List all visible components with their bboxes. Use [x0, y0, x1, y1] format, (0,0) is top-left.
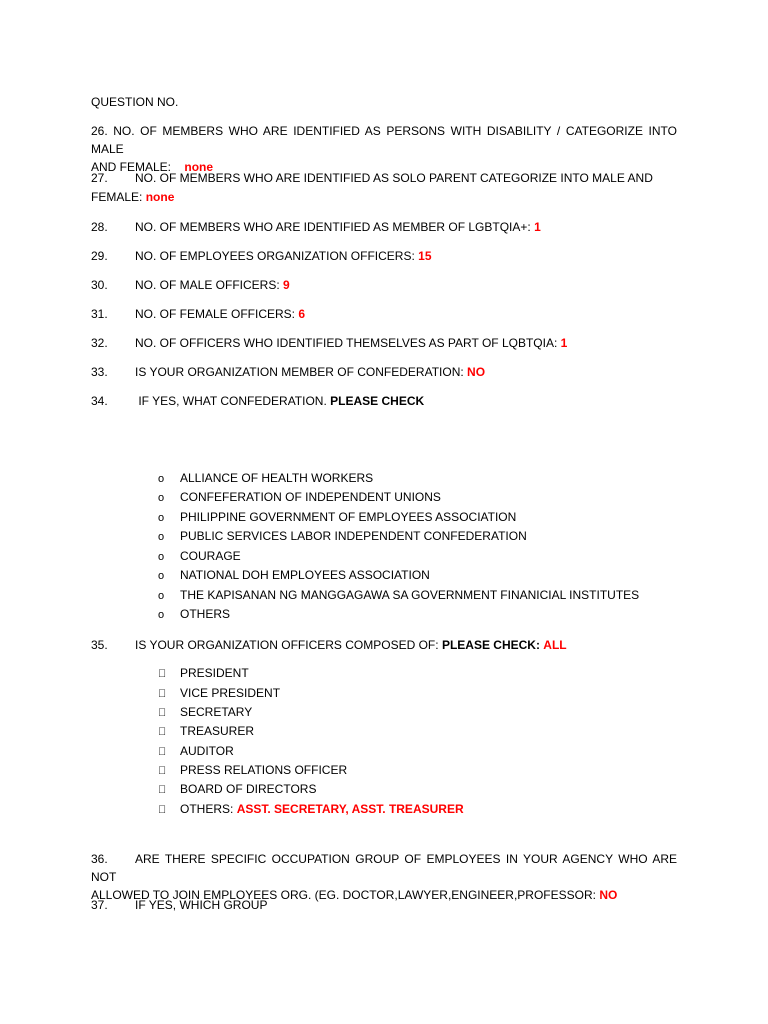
question-27-answer: none: [145, 190, 175, 204]
question-35: [91, 638, 567, 653]
question-28-text: NO. OF MEMBERS WHO ARE IDENTIFIED AS MEMBER OF LGBTQIA+:: [135, 220, 531, 234]
question-32-number: 32.: [91, 336, 108, 350]
question-30-text: NO. OF MALE OFFICERS:: [135, 278, 280, 292]
bullet-icon: o: [158, 473, 165, 485]
officer-option-others[interactable]: [158, 802, 464, 818]
confederation-option[interactable]: [158, 588, 639, 604]
question-35-answer: ALL: [543, 638, 567, 652]
question-30-number: 30.: [91, 278, 108, 292]
question-28: [91, 220, 541, 235]
officer-option-label: SECRETARY: [180, 705, 253, 719]
question-28-answer: 1: [534, 220, 541, 234]
question-32-text: NO. OF OFFICERS WHO IDENTIFIED THEMSELVES AS PART OF LQBTQIA:: [135, 336, 558, 350]
question-35-number: 35.: [91, 638, 108, 652]
question-27-cont: [91, 190, 174, 205]
bullet-icon: o: [158, 609, 165, 621]
officer-option[interactable]: [158, 782, 316, 798]
confederation-option-label: COURAGE: [180, 549, 241, 563]
confederation-option[interactable]: [158, 607, 230, 623]
officer-option[interactable]: [158, 763, 347, 779]
confederation-option-label: CONFEFERATION OF INDEPENDENT UNIONS: [180, 490, 441, 504]
officer-option-label: TREASURER: [180, 724, 255, 738]
question-37-number: 37.: [91, 898, 108, 912]
question-31-answer: 6: [298, 307, 306, 321]
question-35-text: IS YOUR ORGANIZATION OFFICERS COMPOSED OF:: [135, 638, 439, 652]
question-29: [91, 249, 432, 264]
confederation-option-label: NATIONAL DOH EMPLOYEES ASSOCIATION: [180, 568, 430, 582]
confederation-option[interactable]: [158, 568, 430, 584]
question-30: [91, 278, 290, 293]
confederation-option-label: OTHERS: [180, 607, 231, 621]
question-32: [91, 336, 567, 351]
confederation-option[interactable]: [158, 471, 373, 487]
question-28-number: 28.: [91, 220, 108, 234]
checkbox-icon[interactable]: [158, 803, 180, 818]
officer-option-label: PRESIDENT: [180, 666, 249, 680]
question-31: [91, 307, 305, 322]
confederation-option-label: PHILIPPINE GOVERNMENT OF EMPLOYEES ASSOCIATION: [180, 510, 517, 524]
question-36: [91, 850, 677, 904]
question-32-answer: 1: [560, 336, 568, 350]
question-26-answer: none: [184, 160, 214, 174]
officer-others-label: OTHERS:: [180, 802, 234, 816]
confederation-option[interactable]: [158, 510, 516, 526]
question-27-text: NO. OF MEMBERS WHO ARE IDENTIFIED AS SOLO PARENT CATEGORIZE INTO MALE AND: [135, 171, 653, 185]
question-33-number: 33.: [91, 365, 108, 379]
question-33-answer: NO: [467, 365, 486, 379]
officer-option-label: BOARD OF DIRECTORS: [180, 782, 317, 796]
question-29-text: NO. OF EMPLOYEES ORGANIZATION OFFICERS:: [135, 249, 415, 263]
question-31-text: NO. OF FEMALE OFFICERS:: [135, 307, 296, 321]
checkbox-icon[interactable]: [158, 764, 180, 779]
confederation-option[interactable]: [158, 529, 527, 545]
checkbox-icon[interactable]: [158, 687, 180, 702]
question-34-number: 34.: [91, 394, 108, 408]
confederation-option-label: PUBLIC SERVICES LABOR INDEPENDENT CONFEDERATION: [180, 529, 527, 543]
officer-option[interactable]: [158, 686, 280, 702]
officer-option-label: VICE PRESIDENT: [180, 686, 281, 700]
officer-option[interactable]: [158, 724, 254, 740]
checkbox-icon[interactable]: [158, 706, 180, 721]
question-31-number: 31.: [91, 307, 108, 321]
question-36-number: 36.: [91, 852, 108, 866]
question-37-text: IF YES, WHICH GROUP: [135, 898, 268, 912]
bullet-icon: o: [158, 590, 165, 602]
bullet-icon: o: [158, 512, 165, 524]
officer-option[interactable]: [158, 666, 249, 682]
officer-option-label: PRESS RELATIONS OFFICER: [180, 763, 348, 777]
officer-others-answer: ASST. SECRETARY, ASST. TREASURER: [236, 802, 464, 816]
question-29-answer: 15: [418, 249, 432, 263]
question-37: [91, 898, 267, 913]
question-30-answer: 9: [283, 278, 290, 292]
question-29-number: 29.: [91, 249, 108, 263]
officer-option[interactable]: [158, 705, 252, 721]
question-34-instruction: PLEASE CHECK: [330, 394, 425, 408]
question-26-text: 26. NO. OF MEMBERS WHO ARE IDENTIFIED AS PERSONS WITH DISABILITY / CATEGORIZE INTO MALE: [91, 124, 677, 156]
checkbox-icon[interactable]: [158, 667, 180, 682]
checkbox-icon[interactable]: [158, 745, 180, 760]
question-27-text-cont: FEMALE:: [91, 190, 143, 204]
question-34: [91, 394, 424, 409]
question-35-instruction: PLEASE CHECK:: [441, 638, 540, 652]
bullet-icon: o: [158, 492, 165, 504]
confederation-option[interactable]: [158, 549, 241, 565]
confederation-option[interactable]: [158, 490, 441, 506]
question-26: [91, 122, 677, 176]
question-34-text: IF YES, WHAT CONFEDERATION.: [138, 394, 327, 408]
confederation-option-label: ALLIANCE OF HEALTH WORKERS: [180, 471, 374, 485]
bullet-icon: o: [158, 531, 165, 543]
question-36-text-cont: ALLOWED TO JOIN EMPLOYEES ORG. (EG. DOCTOR,LAWYER,ENGINEER,PROFESSOR:: [91, 888, 596, 902]
question-36-answer: NO: [599, 888, 618, 902]
bullet-icon: o: [158, 570, 165, 582]
bullet-icon: o: [158, 551, 165, 563]
checkbox-icon[interactable]: [158, 783, 180, 798]
checkbox-icon[interactable]: [158, 725, 180, 740]
officer-option[interactable]: [158, 744, 234, 760]
question-27-number: 27.: [91, 171, 108, 185]
question-heading: QUESTION NO.: [91, 95, 179, 109]
question-36-text: ARE THERE SPECIFIC OCCUPATION GROUP OF EMPLOYEES IN YOUR AGENCY WHO ARE NOT: [91, 852, 677, 884]
question-33: [91, 365, 485, 380]
officer-option-label: AUDITOR: [180, 744, 234, 758]
question-26-text-cont: AND FEMALE:: [91, 160, 172, 174]
confederation-option-label: THE KAPISANAN NG MANGGAGAWA SA GOVERNMENT FINANICIAL INSTITUTES: [180, 588, 640, 602]
question-27: [91, 171, 653, 186]
question-33-text: IS YOUR ORGANIZATION MEMBER OF CONFEDERATION:: [135, 365, 464, 379]
